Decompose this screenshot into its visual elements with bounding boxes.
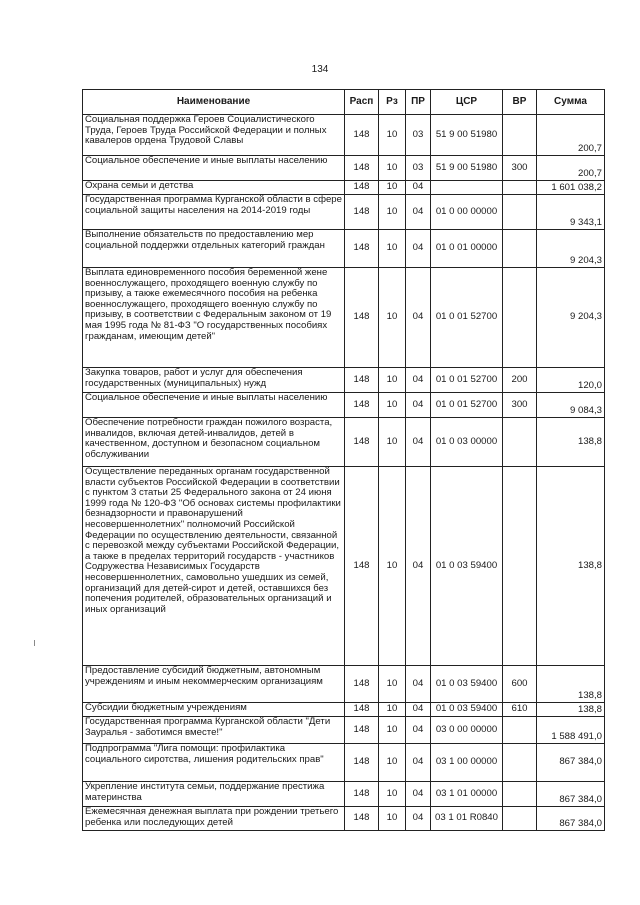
- row-pr: 04: [406, 807, 431, 831]
- row-pr: 04: [406, 418, 431, 467]
- table-row: [83, 418, 605, 467]
- header-pr: ПР: [406, 90, 431, 115]
- row-rz: 10: [379, 744, 406, 782]
- row-pr: 04: [406, 393, 431, 418]
- row-csr: 51 9 00 51980: [431, 115, 503, 156]
- row-sum: 9 204,3: [537, 268, 605, 368]
- row-pr: 04: [406, 703, 431, 717]
- row-rz: 10: [379, 717, 406, 744]
- row-sum: 1 601 038,2: [537, 181, 605, 195]
- row-pr: 03: [406, 115, 431, 156]
- row-pr: 04: [406, 230, 431, 268]
- row-rasp: 148: [345, 115, 379, 156]
- row-sum: 200,7: [537, 156, 605, 181]
- row-csr: 03 0 00 00000: [431, 717, 503, 744]
- row-vr: [503, 717, 537, 744]
- row-rasp: 148: [345, 807, 379, 831]
- row-vr: [503, 467, 537, 666]
- row-csr: 01 0 01 52700: [431, 368, 503, 393]
- row-sum: 200,7: [537, 115, 605, 156]
- row-name: Закупка товаров, работ и услуг для обеспечения государственных (муниципальных) нужд: [83, 368, 345, 393]
- row-name: Подпрограмма "Лига помощи: профилактика социального сиротства, лишения родительских прав": [83, 744, 345, 782]
- table-row: [83, 717, 605, 744]
- row-sum: 1 588 491,0: [537, 717, 605, 744]
- row-pr: 04: [406, 181, 431, 195]
- header-name: Наименование: [83, 90, 345, 115]
- row-vr: [503, 268, 537, 368]
- row-sum: 138,8: [537, 418, 605, 467]
- row-rasp: 148: [345, 782, 379, 807]
- row-vr: [503, 230, 537, 268]
- row-vr: [503, 195, 537, 230]
- row-name: Выполнение обязательств по предоставлению мер социальной поддержки отдельных категорий граждан: [83, 230, 345, 268]
- budget-table: [82, 89, 605, 831]
- row-rz: 10: [379, 807, 406, 831]
- row-sum: 867 384,0: [537, 782, 605, 807]
- row-pr: 04: [406, 717, 431, 744]
- row-csr: 03 1 00 00000: [431, 744, 503, 782]
- row-rasp: 148: [345, 393, 379, 418]
- row-sum: 120,0: [537, 368, 605, 393]
- row-vr: 300: [503, 156, 537, 181]
- table-row: [83, 467, 605, 666]
- row-name: Государственная программа Курганской области в сфере социальной защиты населения на 2014-2019 годы: [83, 195, 345, 230]
- table-row: [83, 181, 605, 195]
- table-row: [83, 744, 605, 782]
- row-name: Ежемесячная денежная выплата при рождении третьего ребенка или последующих детей: [83, 807, 345, 831]
- row-rz: 10: [379, 230, 406, 268]
- row-rz: 10: [379, 268, 406, 368]
- row-sum: 138,8: [537, 666, 605, 703]
- table-row: [83, 393, 605, 418]
- row-csr: 01 0 03 59400: [431, 703, 503, 717]
- row-rasp: 148: [345, 717, 379, 744]
- row-csr: 01 0 01 00000: [431, 230, 503, 268]
- row-pr: 04: [406, 467, 431, 666]
- row-csr: 01 0 01 52700: [431, 393, 503, 418]
- header-rasp: Расп: [345, 90, 379, 115]
- table-row: [83, 230, 605, 268]
- row-rasp: 148: [345, 156, 379, 181]
- table-row: [83, 115, 605, 156]
- row-pr: 04: [406, 782, 431, 807]
- row-sum: 867 384,0: [537, 744, 605, 782]
- row-csr: 01 0 00 00000: [431, 195, 503, 230]
- row-rz: 10: [379, 115, 406, 156]
- row-pr: 03: [406, 156, 431, 181]
- header-sum: Сумма: [537, 90, 605, 115]
- row-rz: 10: [379, 782, 406, 807]
- header-rz: Рз: [379, 90, 406, 115]
- row-pr: 04: [406, 195, 431, 230]
- row-pr: 04: [406, 744, 431, 782]
- row-csr: [431, 181, 503, 195]
- row-rz: 10: [379, 393, 406, 418]
- row-vr: 200: [503, 368, 537, 393]
- row-rz: 10: [379, 156, 406, 181]
- header-csr: ЦСР: [431, 90, 503, 115]
- row-sum: 9 204,3: [537, 230, 605, 268]
- table-row: [83, 703, 605, 717]
- row-vr: [503, 418, 537, 467]
- row-sum: 867 384,0: [537, 807, 605, 831]
- row-vr: [503, 782, 537, 807]
- row-rz: 10: [379, 368, 406, 393]
- row-rasp: 148: [345, 230, 379, 268]
- row-sum: 9 084,3: [537, 393, 605, 418]
- row-rasp: 148: [345, 703, 379, 717]
- row-rz: 10: [379, 703, 406, 717]
- row-pr: 04: [406, 268, 431, 368]
- row-csr: 01 0 03 59400: [431, 666, 503, 703]
- table-row: [83, 268, 605, 368]
- row-csr: 01 0 03 00000: [431, 418, 503, 467]
- table-row: [83, 195, 605, 230]
- row-name: Государственная программа Курганской области "Дети Зауралья - заботимся вместе!": [83, 717, 345, 744]
- page-number: 134: [311, 64, 329, 75]
- table-row: [83, 782, 605, 807]
- row-csr: 51 9 00 51980: [431, 156, 503, 181]
- row-csr: 01 0 01 52700: [431, 268, 503, 368]
- row-name: Социальное обеспечение и иные выплаты населению: [83, 156, 345, 181]
- row-vr: [503, 744, 537, 782]
- row-vr: [503, 807, 537, 831]
- row-vr: 600: [503, 666, 537, 703]
- row-name: Субсидии бюджетным учреждениям: [83, 703, 345, 717]
- row-csr: 03 1 01 00000: [431, 782, 503, 807]
- row-name: Укрепление института семьи, поддержание престижа материнства: [83, 782, 345, 807]
- row-name: Выплата единовременного пособия беременной жене военнослужащего, проходящего военную службу по призыву, а также ежемесячного пособия на ребенка военнослужащего, проходящего военную службу по призыву, в соответствии с Федеральным законом от 19 мая 1995 года № 81-ФЗ "О государственных пособиях гражданам, имеющим детей": [83, 268, 345, 368]
- row-rasp: 148: [345, 418, 379, 467]
- table-row: [83, 156, 605, 181]
- row-name: Социальное обеспечение и иные выплаты населению: [83, 393, 345, 418]
- row-rasp: 148: [345, 368, 379, 393]
- row-vr: 300: [503, 393, 537, 418]
- row-vr: [503, 115, 537, 156]
- table-row: [83, 666, 605, 703]
- row-csr: 01 0 03 59400: [431, 467, 503, 666]
- row-rasp: 148: [345, 744, 379, 782]
- row-name: Социальная поддержка Героев Социалистического Труда, Героев Труда Российской Федерации и полных кавалеров ордена Трудовой Славы: [83, 115, 345, 156]
- header-vr: ВР: [503, 90, 537, 115]
- table-row: [83, 368, 605, 393]
- row-vr: 610: [503, 703, 537, 717]
- table-header-row: [83, 90, 605, 115]
- row-pr: 04: [406, 368, 431, 393]
- row-name: Предоставление субсидий бюджетным, автономным учреждениям и иным некоммерческим организациям: [83, 666, 345, 703]
- row-rasp: 148: [345, 195, 379, 230]
- table-row: [83, 807, 605, 831]
- row-vr: [503, 181, 537, 195]
- row-rz: 10: [379, 181, 406, 195]
- row-name: Осуществление переданных органам государственной власти субъектов Российской Федерации в соответствии с пунктом 3 статьи 25 Федерального закона от 24 июня 1999 года № 120-ФЗ "Об основах системы профилактики безнадзорности и правонарушений несовершеннолетних" полномочий Российской Федерации по осуществлению деятельности, связанной с перевозкой между субъектами Российской Федерации, а также в пределах территорий государств - участников Содружества Независимых Государств несовершеннолетних, самовольно ушедших из семей, организаций для детей-сирот и детей, оставшихся без попечения родителей, образовательных организаций и иных организаций: [83, 467, 345, 666]
- row-name: Обеспечение потребности граждан пожилого возраста, инвалидов, включая детей-инвалидов, детей в качественном, доступном и безопасном социальном обслуживании: [83, 418, 345, 467]
- row-sum: 138,8: [537, 467, 605, 666]
- row-rz: 10: [379, 666, 406, 703]
- row-csr: 03 1 01 R0840: [431, 807, 503, 831]
- row-rasp: 148: [345, 467, 379, 666]
- row-name: Охрана семьи и детства: [83, 181, 345, 195]
- row-sum: 9 343,1: [537, 195, 605, 230]
- row-rz: 10: [379, 195, 406, 230]
- margin-mark: [34, 640, 39, 646]
- row-pr: 04: [406, 666, 431, 703]
- row-rasp: 148: [345, 181, 379, 195]
- row-sum: 138,8: [537, 703, 605, 717]
- row-rasp: 148: [345, 666, 379, 703]
- row-rz: 10: [379, 467, 406, 666]
- row-rasp: 148: [345, 268, 379, 368]
- row-rz: 10: [379, 418, 406, 467]
